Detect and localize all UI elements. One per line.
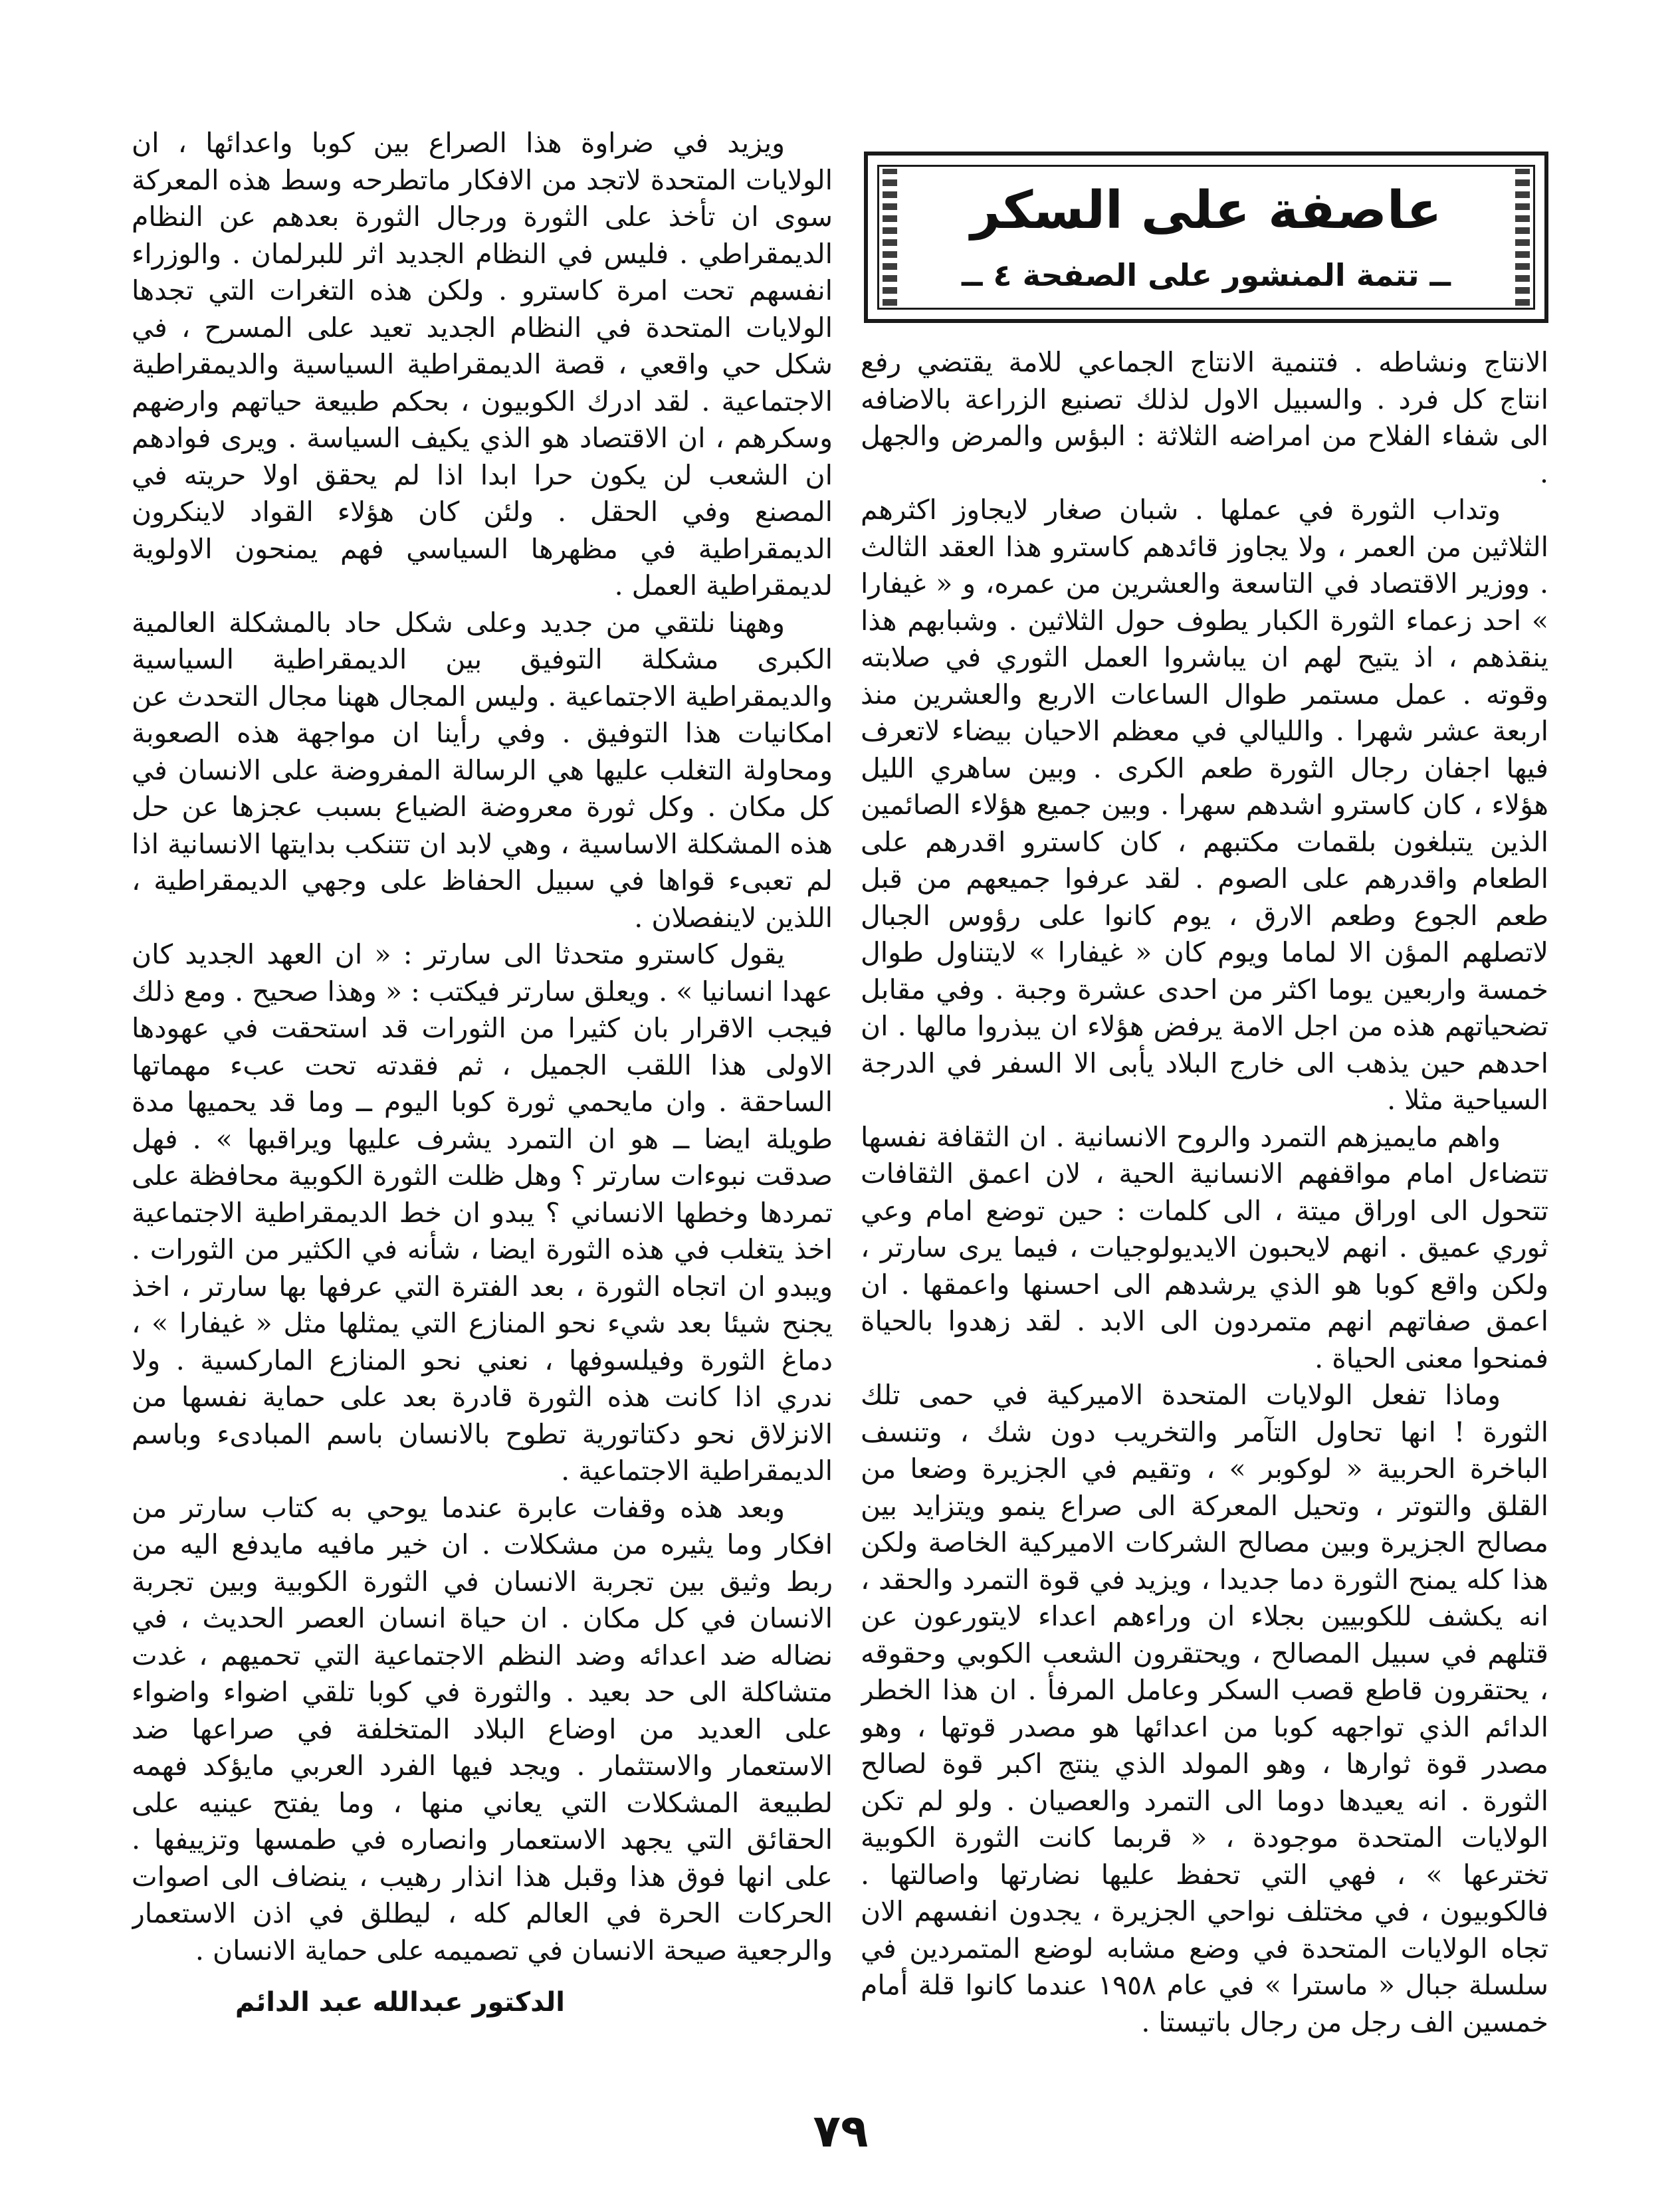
paragraph: ويزيد في ضراوة هذا الصراع بين كوبا واعدائها ، ان الولايات المتحدة لاتجد من الافكار ماتطرحه وسط هذه المعركة سوى ان تأخذ على الثورة ورجال الثورة بعدهم عن النظام الديمقراطي . فليس في النظام الجديد اثر للبرلمان . والوزراء انفسهم تحت امرة كاسترو . ولكن هذه التغرات التي تجدها الولايات المتحدة في النظام الجديد تعيد على المسرح ، في شكل حي واقعي ، قصة الديمقراطية السياسية والديمقراطية الاجتماعية . لقد ادرك الكوبيون ، بحكم طبيعة حياتهم وارضهم وسكرهم ، ان الاقتصاد هو الذي يكيف السياسة . ويرى فوادهم ان الشعب لن يكون حرا ابدا اذا لم يحقق اولا حريته في المصنع وفي الحقل . ولئن كان هؤلاء القواد لاينكرون الديمقراطية في مظهرها السياسي فهم يمنحون الاولوية لديمقراطية العمل .: [132, 127, 833, 601]
article-title: عاصفة على السكر: [970, 181, 1442, 241]
paragraph: وتداب الثورة في عملها . شبان صغار لايجاوز اكثرهم الثلاثين من العمر ، ولا يجاوز قائدهم كاسترو هذا العقد الثالث . ووزير الاقتصاد في التاسعة والعشرين من عمره، و « غيفارا » احد زعماء الثورة الكبار يطوف حول الثلاثين . وشبابهم هذا ينقذهم ، اذ يتيح لهم ان يباشروا العمل الثوري في صلابته وقوته . عمل مستمر طوال الساعات الاربع والعشرين منذ اربعة عشر شهرا . والليالي في معظم الاحيان بيضاء لاتعرف فيها اجفان رجال الثورة طعم الكرى . وبين ساهري الليل هؤلاء ، كان كاسترو اشدهم سهرا . وبين جميع هؤلاء الصائمين الذين يتبلغون بلقمات مكتبهم ، كان كاسترو اقدرهم على الطعام واقدرهم على الصوم . لقد عرفوا جميعهم من قبل طعم الجوع وطعم الارق ، يوم كانوا على رؤوس الجبال لاتصلهم المؤن الا لماما ويوم كان « غيفارا » لايتناول طوال خمسة واربعين يوما اكثر من احدى عشرة وجبة . وفي مقابل تضحياتهم هذه من اجل الامة يرفض هؤلاء ان يبذروا مالها . ان احدهم حين يذهب الى خارج البلاد يأبى الا السفر في الدرجة السياحية مثلا .: [861, 494, 1548, 1116]
paragraph: وبعد هذه وقفات عابرة عندما يوحي به كتاب سارتر من افكار وما يثيره من مشكلات . ان خير مافيه مايدفع اليه من ربط وثيق بين تجربة الانسان في الثورة الكوبية وبين تجربة الانسان في كل مكان . ان حياة انسان العصر الحديث ، في نضاله ضد اعدائه وضد النظم الاجتماعية التي تحميهم ، غدت متشاكلة الى حد بعيد . والثورة في كوبا تلقي اضواء واضواء على العديد من اوضاع البلاد المتخلفة في صراعها ضد الاستعمار والاستثمار . ويجد فيها الفرد العربي مايؤكد فهمه لطبيعة المشكلات التي يعاني منها ، وما يفتح عينيه على الحقائق التي يجهد الاستعمار وانصاره في طمسها وتزييفها . على انها فوق هذا وقبل هذا انذار رهيب ، ينضاف الى اصوات الحركات الحرة في العالم كله ، ليطلق في اذن الاستعمار والرجعية صيحة الانسان في تصميمه على حماية الانسان .: [132, 1491, 833, 1966]
paragraph: الانتاج ونشاطه . فتنمية الانتاج الجماعي للامة يقتضي رفع انتاج كل فرد . والسبيل الاول لذلك تصنيع الزراعة بالاضافه الى شفاء الفلاح من امراضه الثلاثة : البؤس والمرض والجهل .: [861, 346, 1548, 489]
paragraph: واهم مايميزهم التمرد والروح الانسانية . ان الثقافة نفسها تتضاءل امام مواقفهم الانسانية الحية ، لان اعمق الثقافات تتحول الى اوراق ميتة ، الى كلمات : حين توضع امام وعي ثوري عميق . انهم لايحبون الايديولوجيات ، فيما يرى سارتر ، ولكن واقع كوبا هو الذي يرشدهم الى احسنها واعمقها . ان اعمق صفاتهم انهم متمردون الى الابد . لقد زهدوا بالحياة فمنحوا معنى الحياة .: [861, 1120, 1548, 1374]
continuation-note: ــ تتمة المنشور على الصفحة ٤ ــ: [962, 257, 1451, 293]
page-number: ٧٩: [813, 2105, 869, 2158]
paragraph: يقول كاسترو متحدثا الى سارتر : « ان العهد الجديد كان عهدا انسانيا » . ويعلق سارتر فيكتب : « وهذا صحيح . ومع ذلك فيجب الاقرار بان كثيرا من الثورات قد استحقت في عهودها الاولى هذا اللقب الجميل ، ثم فقدته تحت عبء مهماتها الساحقة . وان مايحمي ثورة كوبا اليوم ــ وما قد يحميها مدة طويلة ايضا ــ هو ان التمرد يشرف عليها ويراقبها » . فهل صدقت نبوءات سارتر ؟ وهل ظلت الثورة الكوبية محافظة على تمردها وخطها الانساني ؟ يبدو ان خط الديمقراطية الاجتماعية اخذ يتغلب في هذه الثورة ايضا ، شأنه في الكثير من الثورات . ويبدو ان اتجاه الثورة ، بعد الفترة التي عرفها بها سارتر ، اخذ يجنح شيئا بعد شيء نحو المنازع التي يمثلها مثل « غيفارا » ، دماغ الثورة وفيلسوفها ، نعني نحو المنازع الماركسية . ولا ندري اذا كانت هذه الثورة قادرة بعد على حماية نفسها من الانزلاق نحو دكتاتورية تطوح بالانسان باسم المبادىء وباسم الديمقراطية الاجتماعية .: [132, 938, 833, 1487]
paragraph: وماذا تفعل الولايات المتحدة الاميركية في حمى تلك الثورة ! انها تحاول التآمر والتخريب دون شك ، وتنسف الباخرة الحربية « لوكوبر » ، وتقيم في الجزيرة وضعا من القلق والتوتر ، وتحيل المعركة الى صراع ينمو ويتزايد بين مصالح الجزيرة وبين مصالح الشركات الاميركية الخاصة ولكن هذا كله يمنح الثورة دما جديدا ، ويزيد في قوة التمرد والحقد ، انه يكشف للكوبيين بجلاء ان وراءهم اعداء لايتورعون عن قتلهم في سبيل المصالح ، ويحتقرون الشعب الكوبي وحقوقه ، يحتقرون قاطع قصب السكر وعامل المرفأ . ان هذا الخطر الدائم الذي تواجهه كوبا من اعدائها هو مصدر قوتها ، وهو مصدر قوة ثوارها ، وهو المولد الذي ينتج اكبر قوة لصالح الثورة . انه يعيدها دوما الى التمرد والعصيان . ولو لم تكن الولايات المتحدة موجودة ، « قربما كانت الثورة الكوبية تخترعها » ، فهي التي تحفظ عليها نضارتها واصالتها . فالكوبيون ، في مختلف نواحي الجزيرة ، يجدون انفسهم الان تجاه الولايات المتحدة في وضع مشابه لوضع المتمردين في سلسلة جبال « ماسترا » في عام ١٩٥٨ عندما كانوا قلة أمام خمسين الف رجل من رجال باتيستا .: [861, 1379, 1548, 2038]
article-header: [864, 152, 1548, 323]
author-signature: الدكتور عبدالله عبد الدائم: [235, 1987, 565, 2018]
left-text-column: [132, 125, 833, 2055]
paragraph: وههنا نلتقي من جديد وعلى شكل حاد بالمشكلة العالمية الكبرى مشكلة التوفيق بين الديمقراطية السياسية والديمقراطية الاجتماعية . وليس المجال ههنا مجال التحدث عن امكانيات هذا التوفيق . وفي رأينا ان مواجهة هذه الصعوبة ومحاولة التغلب عليها هي الرسالة المفروضة على الانسان في كل مكان . وكل ثورة معروضة الضياع بسبب عجزها عن حل هذه المشكلة الاساسية ، وهي لابد ان تتنكب بدايتها الانسانية اذا لم تعبىء قواها في سبيل الحفاظ على وجهي الديمقراطية ، اللذين لاينفصلان .: [132, 606, 833, 934]
right-text-column: [861, 344, 1548, 2049]
